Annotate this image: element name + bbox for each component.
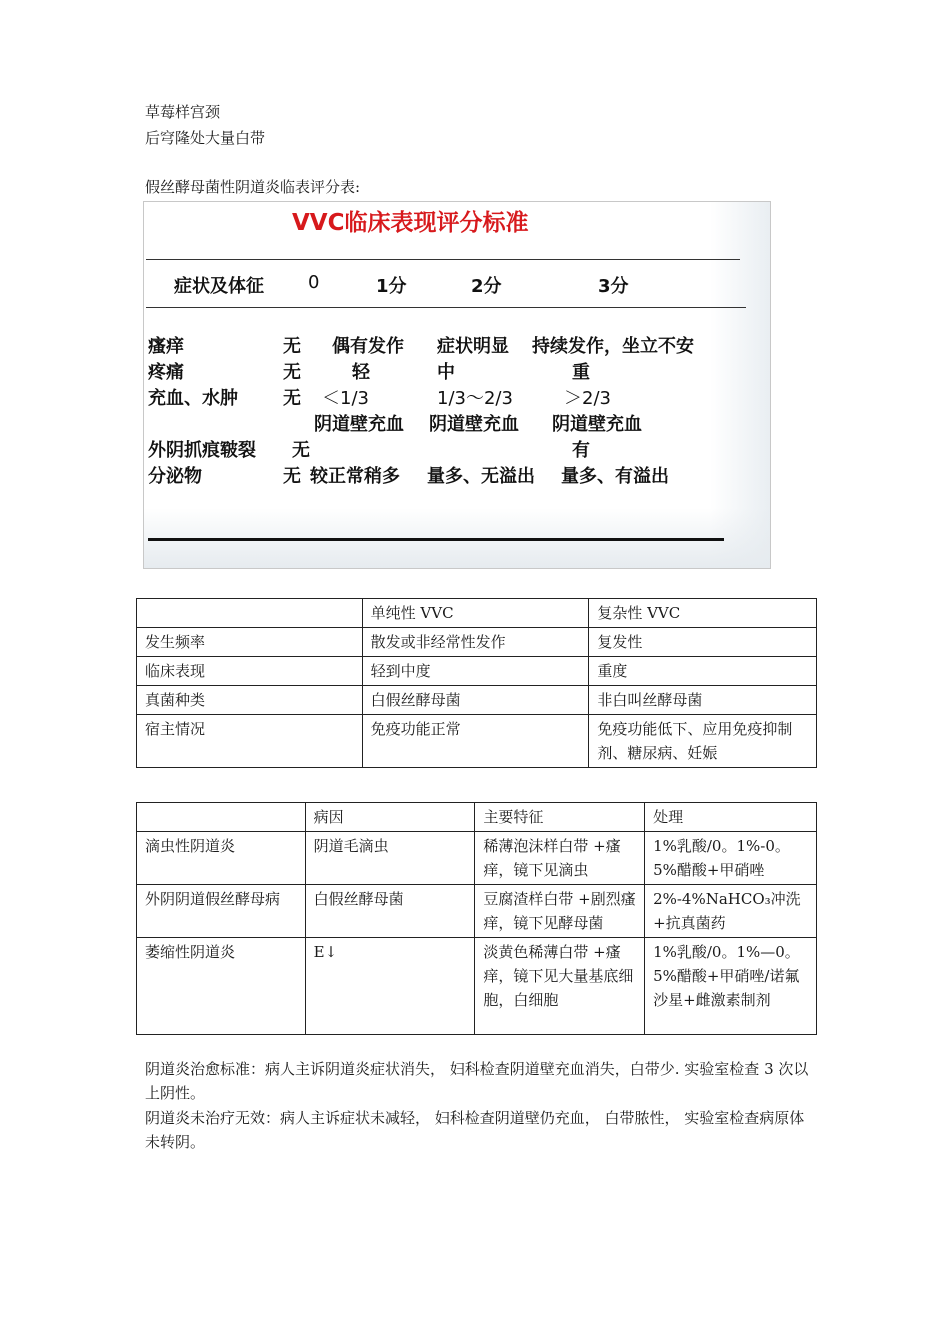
slide-title: VVC临床表现评分标准 — [292, 210, 529, 236]
table-cell: 轻到中度 — [362, 657, 589, 686]
table-header-row — [137, 803, 817, 832]
table-cell: 重度 — [589, 657, 817, 686]
ineffective-criteria-paragraph: 阴道炎未治疗无效：病人主诉症状未减轻， 妇科检查阴道壁仍充血， 白带脓性， 实验室检查病原体未转阴。 — [145, 1109, 805, 1151]
table-cell: E↓ — [305, 938, 475, 1035]
table-row — [137, 715, 817, 768]
slide-header-col4: 3分 — [598, 276, 629, 297]
slide-cell: 持续发作，坐立不安 — [532, 336, 694, 357]
slide-cell: 量多、无溢出 — [427, 466, 535, 487]
table-cell: 非白叫丝酵母菌 — [589, 686, 817, 715]
slide-cell: 偶有发作 — [332, 336, 404, 357]
slide-cell: 无 — [283, 336, 301, 357]
slide-header-col0: 症状及体征 — [174, 276, 264, 297]
table-cell: 单纯性 VVC — [362, 599, 589, 628]
slide-header-rule — [146, 307, 746, 308]
table-cell: 免疫功能正常 — [362, 715, 589, 768]
table-cell: 滴虫性阴道炎 — [137, 832, 306, 885]
slide-cell: 阴道壁充血 — [314, 414, 404, 435]
vaginitis-comparison-table — [136, 802, 817, 1035]
vvc-score-slide — [143, 201, 771, 569]
slide-cell: 无 — [292, 440, 310, 461]
table-row — [137, 938, 817, 1035]
table-row — [137, 657, 817, 686]
slide-row-label: 充血、水肿 — [148, 388, 238, 409]
table-cell: 宿主情况 — [137, 715, 363, 768]
slide-cell: 无 — [283, 362, 301, 383]
slide-cell: 无 — [283, 388, 301, 409]
slide-header-col1: 0 — [308, 272, 320, 293]
table-cell: 免疫功能低下、应用免疫抑制剂、糖尿病、妊娠 — [589, 715, 817, 768]
table-cell: 稀薄泡沫样白带 +瘙痒，镜下见滴虫 — [475, 832, 645, 885]
table-cell: 临床表现 — [137, 657, 363, 686]
table-row — [137, 628, 817, 657]
table-cell: 1%乳酸/0。1%—0。5%醋酸+甲硝唑/诺氟沙星+雌激素制剂 — [645, 938, 817, 1035]
table-cell: 2%-4%NaHCO₃冲洗+抗真菌药 — [645, 885, 817, 938]
intro-line-2: 后穹隆处大量白带 — [145, 129, 266, 147]
table-cell: 1%乳酸/0。1%-0。5%醋酸+甲硝唑 — [645, 832, 817, 885]
slide-top-rule — [146, 259, 740, 260]
table-cell: 复杂性 VVC — [589, 599, 817, 628]
slide-cell: 重 — [572, 362, 590, 383]
slide-cell: 阴道壁充血 — [552, 414, 642, 435]
intro-line-3: 假丝酵母菌性阴道炎临表评分表: — [145, 178, 361, 196]
table-cell: 病因 — [305, 803, 475, 832]
slide-header-col3: 2分 — [471, 276, 502, 297]
slide-row-label: 外阴抓痕皲裂 — [148, 440, 256, 461]
table-cell: 萎缩性阴道炎 — [137, 938, 306, 1035]
table-cell: 主要特征 — [475, 803, 645, 832]
slide-cell: 量多、有溢出 — [561, 466, 669, 487]
slide-cell: 有 — [572, 440, 590, 461]
slide-cell: ＞2/3 — [564, 388, 611, 409]
table-cell: 白假丝酵母菌 — [362, 686, 589, 715]
slide-row-label: 瘙痒 — [148, 336, 184, 357]
table-cell — [137, 803, 306, 832]
table-cell: 豆腐渣样白带 +剧烈瘙痒，镜下见酵母菌 — [475, 885, 645, 938]
table-cell — [137, 599, 363, 628]
intro-line-1: 草莓样宫颈 — [145, 103, 221, 121]
slide-header-col2: 1分 — [376, 276, 407, 297]
cure-criteria-paragraph: 阴道炎治愈标准：病人主诉阴道炎症状消失， 妇科检查阴道壁充血消失，白带少. 实验室检查 3 次以上阴性。 — [145, 1060, 809, 1102]
slide-cell: 阴道壁充血 — [429, 414, 519, 435]
table-cell: 外阴阴道假丝酵母病 — [137, 885, 306, 938]
slide-cell: 轻 — [352, 362, 370, 383]
vvc-type-table — [136, 598, 817, 768]
slide-cell: 中 — [437, 362, 455, 383]
table-row — [137, 686, 817, 715]
table-cell: 真菌种类 — [137, 686, 363, 715]
table-cell: 白假丝酵母菌 — [305, 885, 475, 938]
slide-row-label: 分泌物 — [148, 466, 202, 487]
slide-cell: 无 — [283, 466, 301, 487]
slide-cell: 症状明显 — [437, 336, 509, 357]
table-cell: 处理 — [645, 803, 817, 832]
table-cell: 发生频率 — [137, 628, 363, 657]
slide-bottom-rule — [148, 538, 724, 541]
slide-cell: 较正常稍多 — [310, 466, 400, 487]
table-cell: 散发或非经常性发作 — [362, 628, 589, 657]
table-row — [137, 832, 817, 885]
table-header-row — [137, 599, 817, 628]
table-cell: 阴道毛滴虫 — [305, 832, 475, 885]
slide-row-label: 疼痛 — [148, 362, 184, 383]
table-cell: 复发性 — [589, 628, 817, 657]
slide-cell: 1/3～2/3 — [437, 388, 513, 409]
slide-cell: ＜1/3 — [322, 388, 369, 409]
table-cell: 淡黄色稀薄白带 +瘙痒，镜下见大量基底细胞，白细胞 — [475, 938, 645, 1035]
table-row — [137, 885, 817, 938]
